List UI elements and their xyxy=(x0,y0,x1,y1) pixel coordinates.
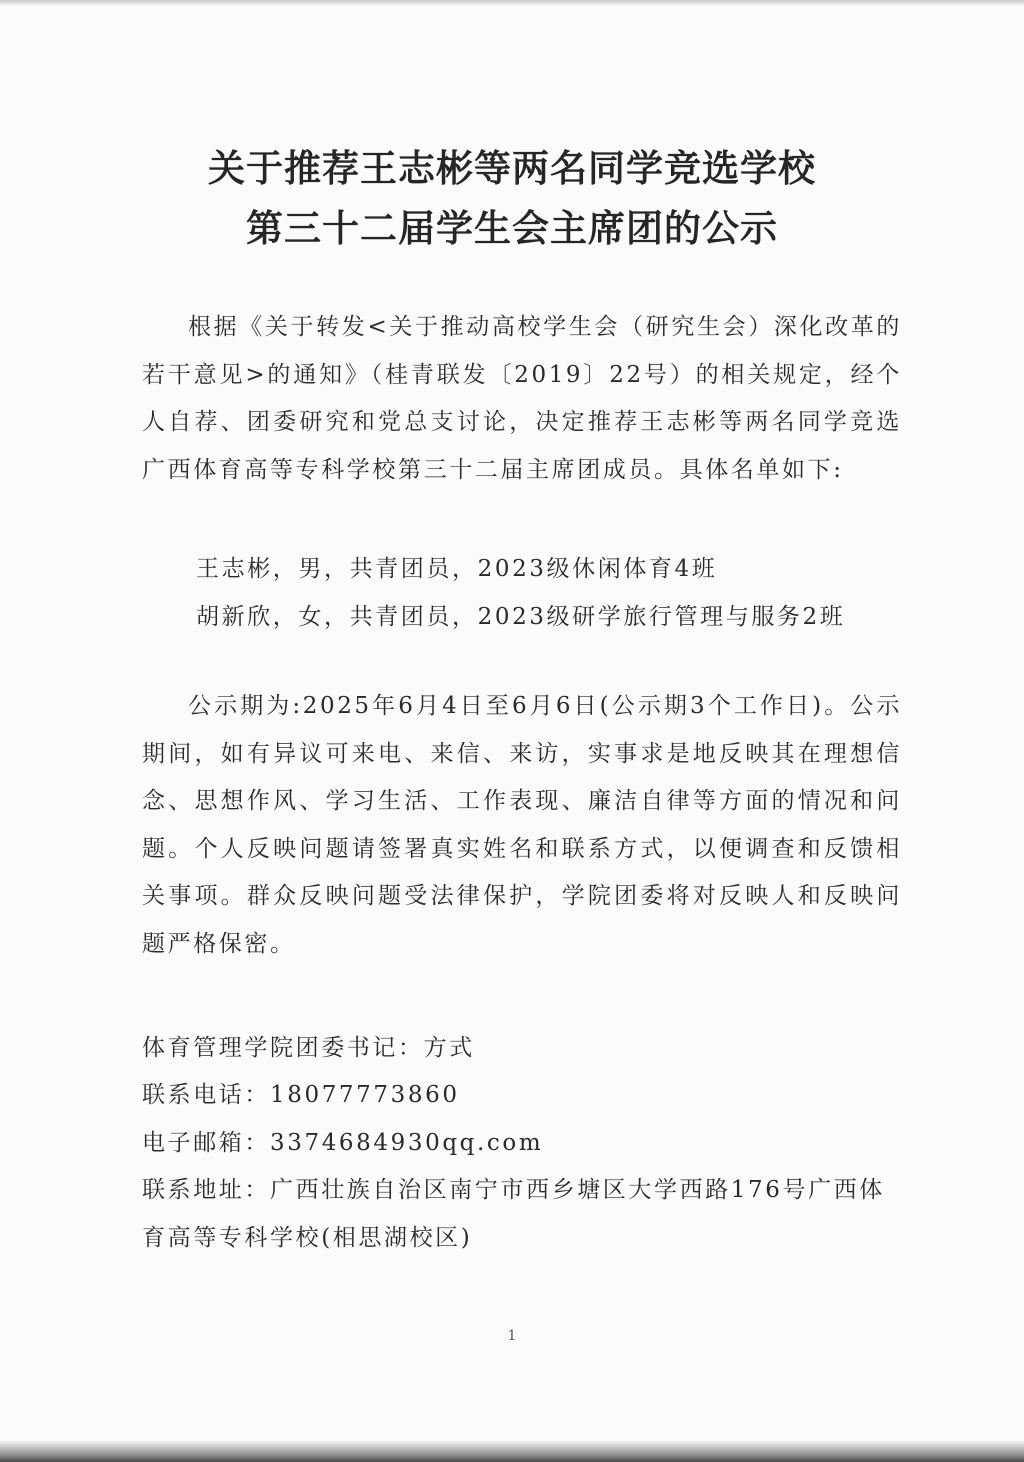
notice-period-paragraph: 公示期为:2025年6月4日至6月6日(公示期3个工作日)。公示期间，如有异议可来电、来信、来访，实事求是地反映其在理想信念、思想作风、学习生活、工作表现、廉洁自律等方面的情况和问题。个人反映问题请签署真实姓名和联系方式，以便调查和反馈相关事项。群众反映问题受法律保护，学院团委将对反映人和反映问题严格保密。 xyxy=(142,693,902,957)
contact-email: 电子邮箱：3374684930qq.com xyxy=(142,1130,544,1156)
page-number: 1 xyxy=(507,1328,517,1344)
document-title-line2: 第三十二届学生会主席团的公示 xyxy=(246,206,778,250)
page-bottom-edge xyxy=(0,1440,1024,1462)
contact-phone: 联系电话：18077773860 xyxy=(142,1082,460,1108)
contact-secretary: 体育管理学院团委书记：方式 xyxy=(142,1035,475,1061)
candidate-1: 王志彬，男，共青团员，2023级休闲体育4班 xyxy=(196,556,718,582)
page-top-edge xyxy=(0,0,1024,6)
contact-address: 联系地址：广西壮族自治区南宁市西乡塘区大学西路176号广西体育高等专科学校(相思湖校区) xyxy=(142,1177,885,1251)
document-title-line1: 关于推荐王志彬等两名同学竞选学校 xyxy=(208,146,816,190)
candidate-2: 胡新欣，女，共青团员，2023级研学旅行管理与服务2班 xyxy=(196,604,846,630)
intro-paragraph: 根据《关于转发<关于推动高校学生会（研究生会）深化改革的若干意见>的通知》（桂青联发〔2019〕22号）的相关规定，经个人自荐、团委研究和党总支讨论，决定推荐王志彬等两名同学竞选广西体育高等专科学校第三十二届主席团成员。具体名单如下: xyxy=(142,314,902,483)
